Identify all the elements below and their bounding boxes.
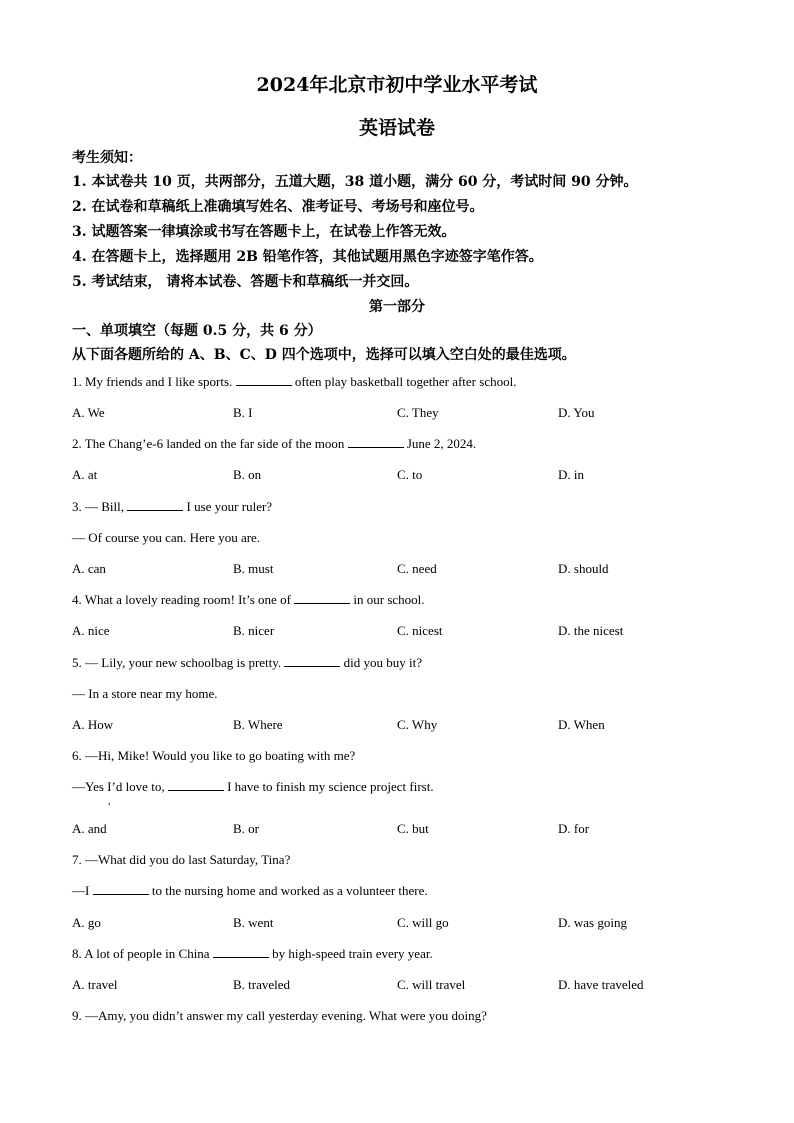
notice-item: 3. 试题答案一律填涂或书写在答题卡上，在试卷上作答无效。 <box>72 224 456 240</box>
question-text: 5. — Lily, your new schoolbag is pretty. <box>72 655 285 670</box>
question-7: 7. —What did you do last Saturday, Tina? <box>72 852 291 867</box>
option-c: C. Why <box>397 717 438 732</box>
part-heading: 第一部分 <box>369 299 425 315</box>
dialogue-reply: — Of course you can. Here you are. <box>72 530 261 545</box>
option-b: B. I <box>233 405 253 420</box>
question-6: 6. —Hi, Mike! Would you like to go boating with me? <box>72 748 356 763</box>
answer-blank <box>168 779 224 791</box>
question-text: to the nursing home and worked as a volunteer there. <box>148 883 428 898</box>
option-b: B. went <box>233 915 274 930</box>
question-text: —Yes I’d love to, <box>72 779 168 794</box>
answer-blank <box>294 592 350 604</box>
question-5 <box>72 655 422 671</box>
option-a: A. nice <box>72 623 110 638</box>
option-d: D. was going <box>558 915 627 930</box>
notice-item: 2. 在试卷和草稿纸上准确填写姓名、准考证号、考场号和座位号。 <box>72 199 484 215</box>
option-a: A. How <box>72 717 114 732</box>
option-c: C. nicest <box>397 623 443 638</box>
option-c: C. They <box>397 405 439 420</box>
option-a: A. can <box>72 561 106 576</box>
question-3 <box>72 499 272 515</box>
section-instruction: 从下面各题所给的 A、B、C、D 四个选项中，选择可以填入空白处的最佳选项。 <box>72 347 576 363</box>
question-8 <box>72 946 433 962</box>
answer-blank <box>348 436 404 448</box>
question-4 <box>72 592 425 608</box>
answer-blank <box>93 883 149 895</box>
option-d: D. have traveled <box>558 977 644 992</box>
exam-subtitle: 英语试卷 <box>358 117 435 139</box>
notice-item: 1. 本试卷共 10 页，共两部分，五道大题，38 道小题，满分 60 分，考试时间 90 分钟。 <box>72 174 638 190</box>
dialogue-reply <box>72 779 434 795</box>
notice-heading: 考生须知： <box>72 150 142 166</box>
answer-blank <box>213 946 269 958</box>
answer-blank <box>236 374 292 386</box>
option-d: D. When <box>558 717 605 732</box>
question-2 <box>72 436 476 452</box>
question-text: by high-speed train every year. <box>268 946 433 961</box>
notice-item: 4. 在答题卡上，选择题用 2B 铅笔作答，其他试题用黑色字迹签字笔作答。 <box>72 249 543 265</box>
option-a: A. at <box>72 467 98 482</box>
option-d: D. the nicest <box>558 623 624 638</box>
option-d: D. You <box>558 405 595 420</box>
option-b: B. or <box>233 821 259 836</box>
question-text: in our school. <box>350 592 425 607</box>
question-text: 3. — Bill, <box>72 499 128 514</box>
option-b: B. Where <box>233 717 283 732</box>
option-a: A. and <box>72 821 107 836</box>
question-text: I have to finish my science project first. <box>223 779 434 794</box>
question-text: 4. What a lovely reading room! It’s one of <box>72 592 295 607</box>
option-b: B. on <box>233 467 262 482</box>
question-9: 9. —Amy, you didn’t answer my call yesterday evening. What were you doing? <box>72 1008 487 1023</box>
option-b: B. nicer <box>233 623 275 638</box>
answer-blank <box>127 499 183 511</box>
question-1 <box>72 374 516 390</box>
dialogue-reply: — In a store near my home. <box>72 686 218 701</box>
option-c: C. but <box>397 821 429 836</box>
option-b: B. must <box>233 561 274 576</box>
question-text: June 2, 2024. <box>403 436 477 451</box>
option-c: C. will travel <box>397 977 466 992</box>
question-text: 8. A lot of people in China <box>72 946 213 961</box>
question-text: 2. The Chang’e-6 landed on the far side of the moon <box>72 436 348 451</box>
section-title: 一、单项填空（每题 0.5 分，共 6 分） <box>72 323 322 339</box>
answer-blank <box>284 655 340 667</box>
option-d: D. in <box>558 467 584 482</box>
question-text: 1. My friends and I like sports. <box>72 374 236 389</box>
notice-item: 5. 考试结束， 请将本试卷、答题卡和草稿纸一并交回。 <box>72 274 419 290</box>
option-c: C. need <box>397 561 437 576</box>
question-text: often play basketball together after school. <box>291 374 517 389</box>
option-a: A. We <box>72 405 105 420</box>
option-a: A. travel <box>72 977 118 992</box>
option-c: C. will go <box>397 915 449 930</box>
option-c: C. to <box>397 467 423 482</box>
exam-title: 2024年北京市初中学业水平考试 <box>256 74 538 96</box>
question-text: —I <box>72 883 93 898</box>
question-text: I use your ruler? <box>183 499 273 514</box>
option-b: B. traveled <box>233 977 291 992</box>
question-text: did you buy it? <box>340 655 423 670</box>
stray-comma-mark: , <box>108 796 111 807</box>
dialogue-reply <box>72 883 428 899</box>
option-d: D. for <box>558 821 590 836</box>
option-d: D. should <box>558 561 609 576</box>
option-a: A. go <box>72 915 101 930</box>
